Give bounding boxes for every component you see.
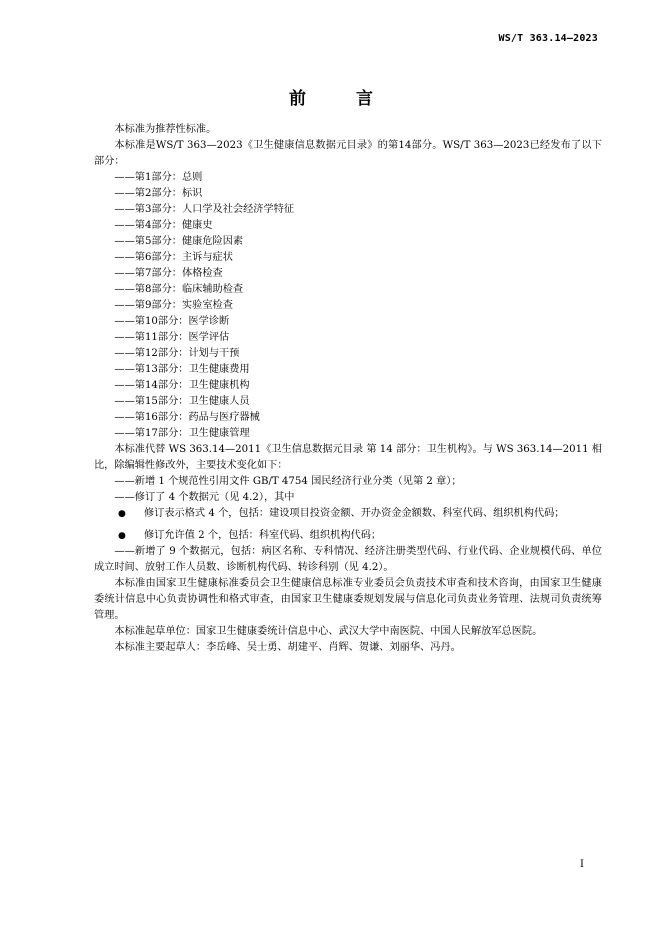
parts-list <box>94 170 602 442</box>
intro-paragraph-2: 本标准是WS/T 363—2023《卫生健康信息数据元目录》的第14部分。WS/T 363—2023已经发布了以下部分： <box>94 140 602 167</box>
part-item: ——第13部分：卫生健康费用 <box>114 364 250 375</box>
part-item: ——第6部分：主诉与症状 <box>114 252 233 263</box>
foreword-body <box>94 122 602 656</box>
replacement-paragraph: 本标准代替 WS 363.14—2011《卫生信息数据元目录 第 14 部分：卫生机构》。与 WS 363.14—2011 相比，除编辑性修改外，主要技术变化如下： <box>94 444 602 471</box>
part-item: ——第2部分：标识 <box>114 188 203 199</box>
part-item: ——第4部分：健康史 <box>114 220 213 231</box>
part-item: ——第16部分：药品与医疗器械 <box>114 412 260 423</box>
bullet-text: 修订允许值 2 个，包括：科室代码、组织机构代码； <box>144 530 382 541</box>
bullet-icon: ● <box>118 531 126 541</box>
change-bullet-item <box>94 506 602 522</box>
part-item: ——第5部分：健康危险因素 <box>114 236 244 247</box>
change-added-elements: ——新增了 9 个数据元，包括：病区名称、专科情况、经济注册类型代码、行业代码、企业规模代码、单位成立时间、放射工作人员数、诊断机构代码、转诊科别（见 4.2）。 <box>94 546 602 573</box>
part-item: ——第15部分：卫生健康人员 <box>114 396 250 407</box>
part-item: ——第11部分：医学评估 <box>114 332 230 343</box>
part-item: ——第7部分：体格检查 <box>114 268 223 279</box>
part-item: ——第8部分：临床辅助检查 <box>114 284 244 295</box>
part-item: ——第9部分：实验室检查 <box>114 300 233 311</box>
bullet-text: 修订表示格式 4 个，包括：建设项目投资金额、开办资金金额数、科室代码、组织机构代码； <box>144 508 565 519</box>
change-revised-count: ——修订了 4 个数据元（见 4.2），其中 <box>114 492 295 503</box>
bullet-icon: ● <box>118 509 126 519</box>
closing-paragraph-drafting-units: 本标准起草单位：国家卫生健康委统计信息中心、武汉大学中南医院、中国人民解放军总医院。 <box>114 626 543 637</box>
part-item: ——第1部分：总则 <box>114 172 203 183</box>
page-number: I <box>580 859 584 870</box>
part-item: ——第10部分：医学诊断 <box>114 316 230 327</box>
part-item: ——第14部分：卫生健康机构 <box>114 380 250 391</box>
part-item: ——第12部分：计划与干预 <box>114 348 240 359</box>
page-title: 前 言 <box>289 89 395 109</box>
change-added-reference: ——新增 1 个规范性引用文件 GB/T 4754 国民经济行业分类（见第 2 章）； <box>114 476 462 487</box>
change-bullet-item <box>94 528 602 544</box>
standard-code-header: WS/T 363.14—2023 <box>498 33 598 44</box>
intro-paragraph-1: 本标准为推荐性标准。 <box>114 124 217 135</box>
part-item: ——第3部分：人口学及社会经济学特征 <box>114 204 295 215</box>
closing-paragraph-review: 本标准由国家卫生健康标准委员会卫生健康信息标准专业委员会负责技术审查和技术咨询，由国家卫生健康委统计信息中心负责协调性和格式审查，由国家卫生健康委规划发展与信息化司负责业务管理、法规司负责统筹管理。 <box>94 578 602 621</box>
part-item: ——第17部分：卫生健康管理 <box>114 428 250 439</box>
closing-paragraph-drafters: 本标准主要起草人：李岳峰、吴士勇、胡建平、肖辉、贺谦、刘丽华、冯丹。 <box>114 642 461 653</box>
